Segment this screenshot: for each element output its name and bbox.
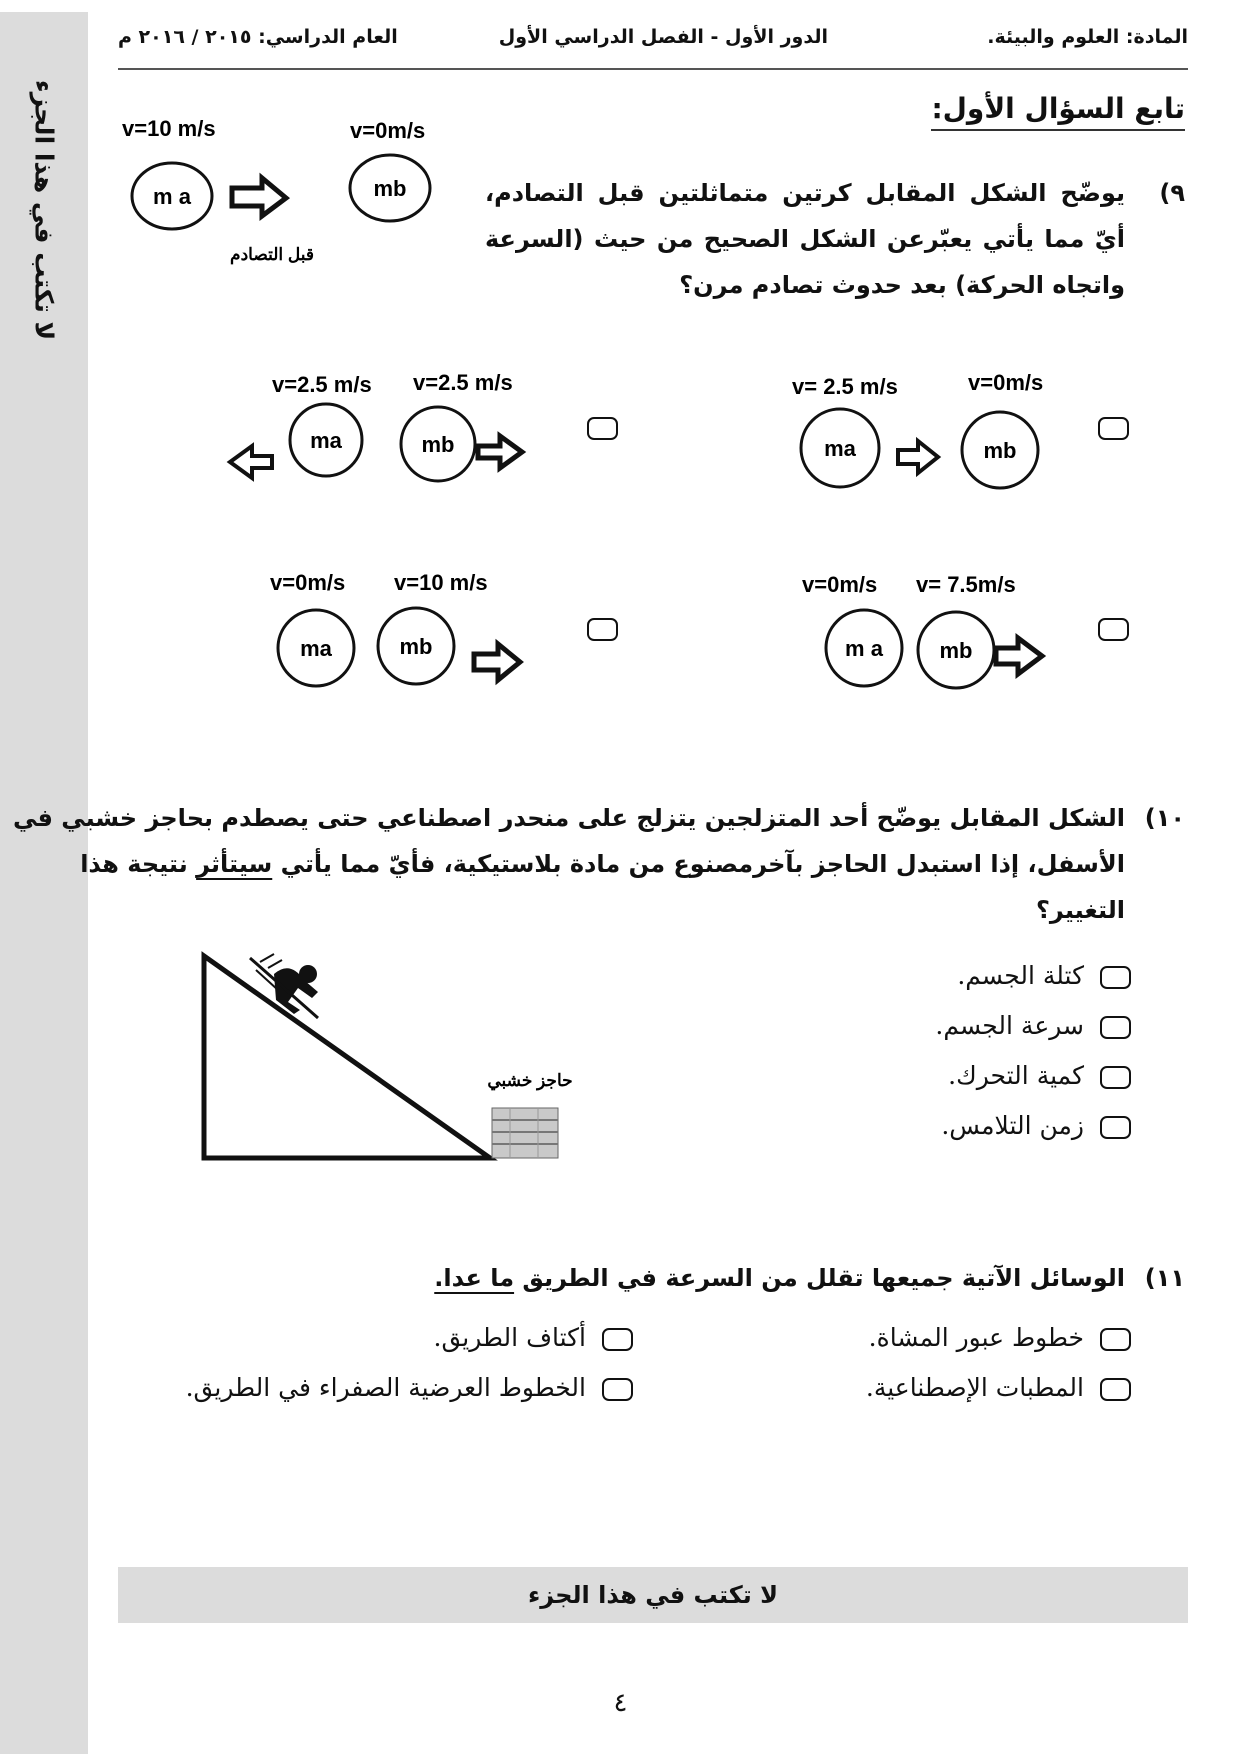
q11-option-speed-bumps[interactable] [866,1368,1131,1408]
header-subject: المادة: العلوم والبيئة. [987,26,1188,48]
section-continuation-title: تابع السؤال الأول: [931,92,1185,131]
opt2-va-label: v=2.5 m/s [272,372,372,397]
opt3-ball-b-label: mb [939,638,973,663]
opt2-vb-label: v=2.5 m/s [413,370,513,395]
checkbox[interactable] [1100,1116,1131,1139]
q10-underlined-word: سيتأثر [196,850,273,878]
opt3-vb-label: v= 7.5m/s [916,572,1016,597]
opt1-ball-b-label: mb [983,438,1017,463]
opt2-arrow-left-icon [230,446,272,478]
q10-line-1: الشكل المقابل يوضّح أحد المتزلجين يتزلج على منحدر اصطناعي حتى يصطدم بحاجز خشبي في [12,804,1125,832]
question-9 [485,170,1185,320]
header-year: العام الدراسي: ٢٠١٥ / ٢٠١٦ م [118,26,398,48]
q11-option-yellow-lines-label: الخطوط العرضية الصفراء في الطريق. [185,1373,586,1402]
q10-line-2-a: الأسفل، إذا استبدل الحاجز بآخرمصنوع من مادة بلاستيكية، فأيّ مما يأتي [272,850,1125,878]
q11-option-crosswalk[interactable] [869,1318,1131,1358]
q10-option-velocity-label: سرعة الجسم. [935,1011,1084,1040]
opt4-ball-a-label: ma [300,636,332,661]
opt3-ball-a-label: m a [845,636,883,661]
q9-option-4-checkbox[interactable] [587,618,618,641]
checkbox[interactable] [1100,1378,1131,1401]
q10-line-2 [80,841,1125,887]
q11-option-road-shoulders-label: أكتاف الطريق. [433,1323,586,1352]
opt2-ball-b-label: mb [421,432,455,457]
q9-option-4-diagram [262,566,552,696]
question-9-text: يوضّح الشكل المقابل كرتين متماثلتين قبل التصادم، أيّ مما يأتي يعبّرعن الشكل الصحيح من حيث (السرعة واتجاه الحركة) بعد حدوث تصادم مرن؟ [485,179,1125,299]
opt4-va-label: v=0m/s [270,570,346,595]
q10-option-contact-time[interactable] [941,1106,1131,1146]
question-11-number: ١١) [1144,1264,1185,1292]
question-10-number: ١٠) [1144,804,1185,832]
q11-text-a: الوسائل الآتية جميعها تقلل من السرعة في الطريق [514,1264,1125,1292]
opt3-arrow-right-icon [996,638,1042,674]
q10-option-momentum[interactable] [948,1056,1131,1096]
before-vb-label: v=0m/s [350,118,426,143]
q11-option-road-shoulders[interactable] [434,1318,634,1358]
q9-option-1-diagram [790,360,1070,490]
checkbox[interactable] [1100,1066,1131,1089]
checkbox[interactable] [1100,966,1131,989]
q9-option-1-checkbox[interactable] [1098,417,1129,440]
footer-do-not-write-bar: لا تكتب في هذا الجزء [118,1567,1188,1623]
ski-slope-diagram [190,940,590,1170]
opt1-vb-label: v=0m/s [968,370,1044,395]
ball-b-label: mb [373,176,407,201]
q9-option-3-diagram [798,568,1078,698]
opt2-ball-a-label: ma [310,428,342,453]
q10-line-3: التغيير؟ [1035,896,1125,924]
opt2-arrow-right-icon [478,436,522,468]
skier-icon [250,954,318,1018]
page-number: ٤ [613,1688,628,1718]
q11-option-yellow-lines[interactable] [186,1368,633,1408]
opt4-ball-b-label: mb [399,634,433,659]
q10-option-momentum-label: كمية التحرك. [948,1061,1084,1090]
opt1-arrow-right-icon [898,441,938,473]
before-va-label: v=10 m/s [122,116,216,141]
opt3-va-label: v=0m/s [802,572,878,597]
q10-line-2-b: نتيجة هذا [80,850,197,878]
wooden-barrier-icon [492,1108,558,1158]
opt1-ball-a-label: ma [824,436,856,461]
q11-option-crosswalk-label: خطوط عبور المشاة. [868,1323,1084,1352]
header-divider [118,68,1188,70]
checkbox[interactable] [1100,1328,1131,1351]
opt4-arrow-right-icon [474,644,520,680]
checkbox[interactable] [602,1328,633,1351]
barrier-label: حاجز خشبي [487,1071,573,1090]
ramp-triangle [204,956,490,1158]
checkbox[interactable] [602,1378,633,1401]
opt1-va-label: v= 2.5 m/s [792,374,898,399]
q11-underlined-phrase: ما عدا. [434,1264,515,1292]
q10-option-contact-time-label: زمن التلامس. [941,1111,1084,1140]
q9-option-2-checkbox[interactable] [587,417,618,440]
before-collision-caption: قبل التصادم [230,245,314,264]
opt4-vb-label: v=10 m/s [394,570,488,595]
diagram-before-collision [118,108,458,268]
arrow-right-icon [232,178,286,216]
q10-option-mass[interactable] [957,956,1131,996]
ball-a-label: m a [153,184,191,209]
header-round: الدور الأول - الفصل الدراسي الأول [498,26,828,48]
q9-option-2-diagram [210,360,550,490]
q10-option-velocity[interactable] [935,1006,1131,1046]
question-9-number: ٩) [1159,179,1185,207]
page-header [118,26,1188,56]
question-10 [12,795,1185,945]
checkbox[interactable] [1100,1016,1131,1039]
q11-option-speed-bumps-label: المطبات الإصطناعية. [865,1373,1084,1402]
question-10-text [12,795,1125,933]
q10-option-mass-label: كتلة الجسم. [957,961,1084,990]
question-11 [115,1255,1185,1305]
question-11-text [434,1255,1125,1301]
side-margin-label: لا تكتب في هذا الجزء [29,79,59,341]
q9-option-3-checkbox[interactable] [1098,618,1129,641]
